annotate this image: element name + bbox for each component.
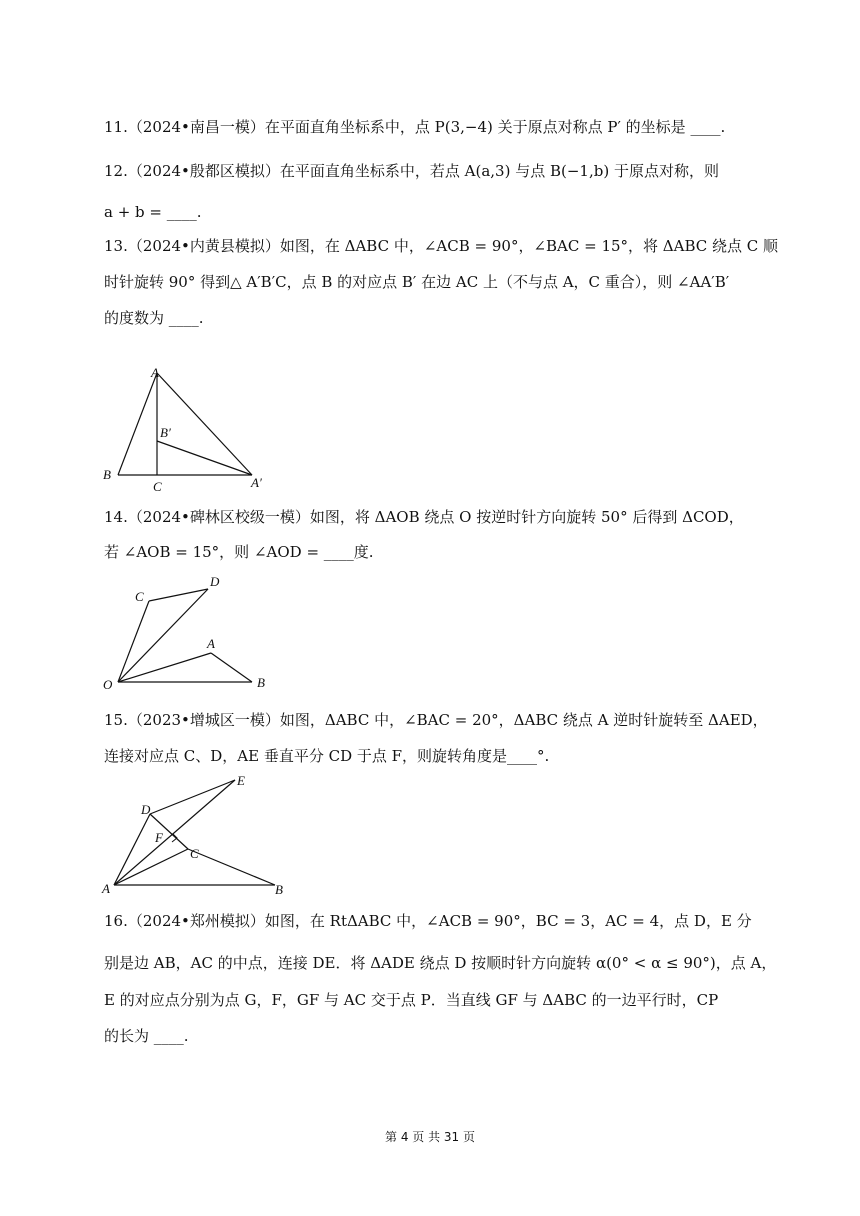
q15-line-1: 15.（2023•增城区一模）如图，ΔABC 中，∠BAC = 20°，ΔABC 绕点 A 逆时针旋转至 ΔAED， <box>104 711 768 729</box>
q14-label-d: D <box>210 574 220 589</box>
q15-label-c: C <box>190 846 199 861</box>
q15-segment-ad <box>114 814 150 885</box>
q13-label-b: B <box>103 467 111 482</box>
q13-segment-aa <box>157 373 252 475</box>
q13-label-bp: B′ <box>160 425 171 440</box>
q15-label-d: D <box>141 802 151 817</box>
q14-line-1: 14.（2024•碑林区校级一模）如图，将 ΔAOB 绕点 O 按逆时针方向旋转 50° 后得到 ΔCOD， <box>104 508 744 526</box>
q14-label-a: A <box>207 636 215 651</box>
q15-segment-cb <box>188 849 275 885</box>
q12-line-1: 12.（2024•殷都区模拟）在平面直角坐标系中，若点 A(a,3) 与点 B(−1,b) 于原点对称，则 <box>104 162 719 180</box>
q15-segment-ac <box>114 849 188 885</box>
q16-line-3: E 的对应点分别为点 G，F，GF 与 AC 交于点 P．当直线 GF 与 ΔABC 的一边平行时，CP <box>104 991 719 1009</box>
q16-line-4: 的长为 ____. <box>104 1027 189 1045</box>
q12-line-2: a + b = ____. <box>104 203 202 221</box>
q16-line-2: 别是边 AB，AC 的中点，连接 DE．将 ΔADE 绕点 D 按顺时针方向旋转 α(0° < α ≤ 90°)，点 A， <box>104 954 777 972</box>
q13-line-3: 的度数为 ____. <box>104 309 204 327</box>
q15-label-a: A <box>102 881 110 896</box>
q13-segment-bpap <box>157 441 252 475</box>
q15-segment-de <box>150 780 235 814</box>
q13-segment-ab <box>118 373 157 475</box>
q14-segment-cd <box>149 589 208 601</box>
q15-label-f: F <box>155 830 163 845</box>
q16-line-1: 16.（2024•郑州模拟）如图，在 RtΔABC 中，∠ACB = 90°，BC = 3，AC = 4，点 D，E 分 <box>104 912 752 930</box>
q13-label-ap: A′ <box>251 475 262 490</box>
q14-figure <box>100 572 280 692</box>
page-footer: 第 4 页 共 31 页 <box>385 1130 475 1144</box>
q14-segment-ab <box>211 653 252 682</box>
q15-figure <box>100 772 300 897</box>
q15-line-2: 连接对应点 C、D，AE 垂直平分 CD 于点 F，则旋转角度是____°. <box>104 747 550 765</box>
q13-figure <box>100 365 280 495</box>
q13-line-1: 13.（2024•内黄县模拟）如图，在 ΔABC 中，∠ACB = 90°，∠BAC = 15°，将 ΔABC 绕点 C 顺 <box>104 237 779 255</box>
q14-line-2: 若 ∠AOB = 15°，则 ∠AOD = ____度. <box>104 543 374 561</box>
q13-label-c: C <box>153 479 162 494</box>
q15-label-b: B <box>275 882 283 897</box>
q15-segment-ae <box>114 780 235 885</box>
q14-label-o: O <box>103 677 113 692</box>
q13-line-2: 时针旋转 90° 得到△ A′B′C，点 B 的对应点 B′ 在边 AC 上（不与点 A，C 重合），则 ∠AA′B′ <box>104 273 730 291</box>
q14-label-c: C <box>135 589 144 604</box>
q11-line-1: 11.（2024•南昌一模）在平面直角坐标系中，点 P(3,−4) 关于原点对称点 P′ 的坐标是 ____. <box>104 118 726 136</box>
q14-label-b: B <box>257 675 265 690</box>
q15-label-e: E <box>237 773 245 788</box>
q13-label-a: A <box>151 365 159 380</box>
q14-segment-oc <box>118 601 149 682</box>
